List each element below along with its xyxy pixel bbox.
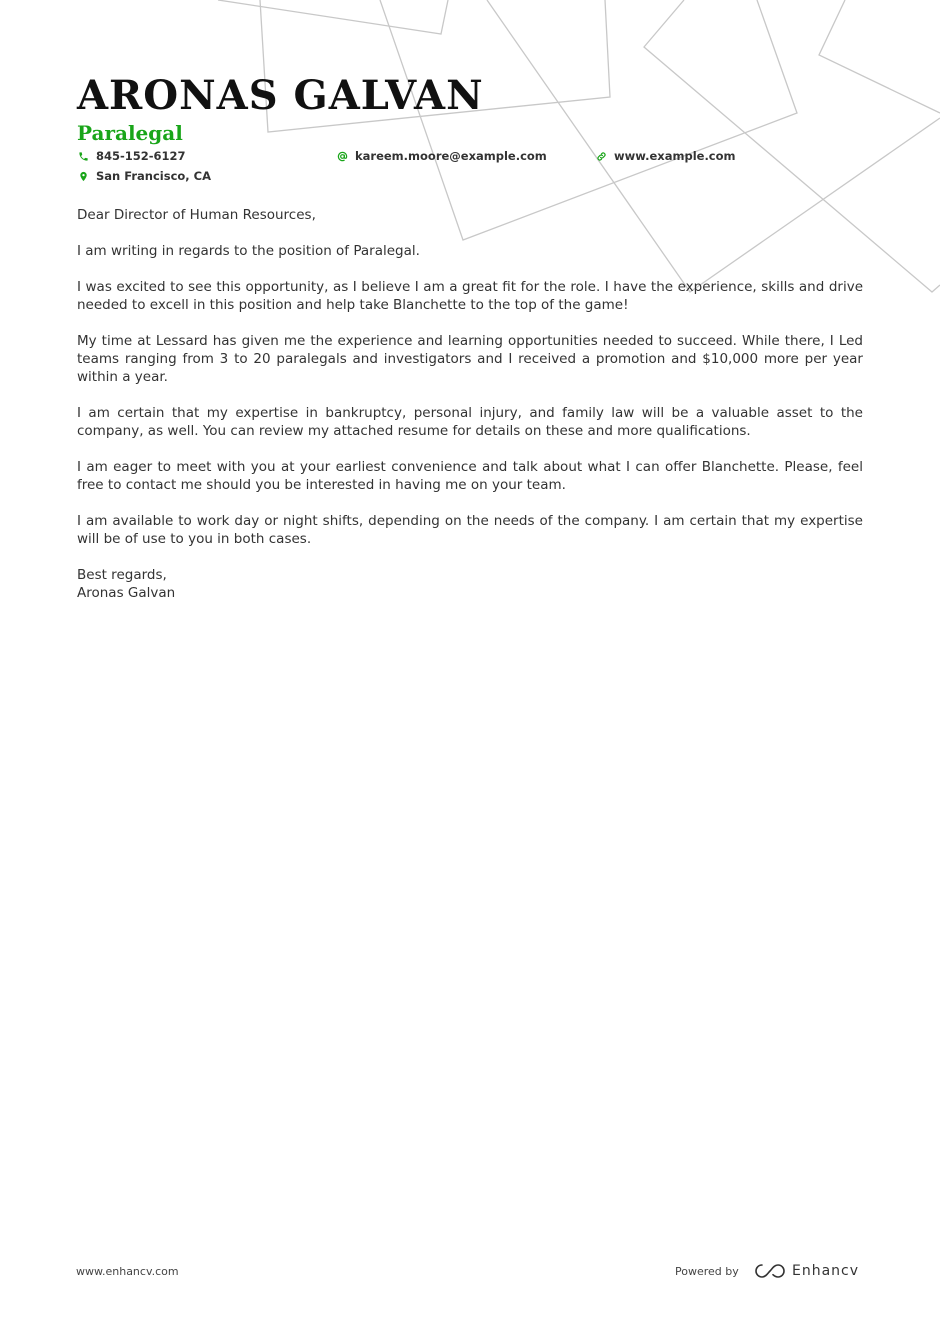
footer-site-link[interactable]: www.enhancv.com xyxy=(76,1265,179,1278)
header xyxy=(77,72,867,146)
signature: Aronas Galvan xyxy=(77,585,176,601)
location-text: San Francisco, CA xyxy=(96,169,212,183)
infinity-logo-icon xyxy=(754,1262,786,1280)
at-icon xyxy=(336,150,348,162)
website-link[interactable]: www.example.com xyxy=(614,149,736,163)
job-title: Paralegal xyxy=(77,121,183,145)
map-pin-icon xyxy=(77,170,89,182)
email-link[interactable]: kareem.moore@example.com xyxy=(355,149,547,163)
contact-phone xyxy=(77,149,186,163)
closing: Best regards, xyxy=(77,567,167,583)
paragraph: My time at Lessard has given me the experience and learning opportunities needed to succeed. While there, I Led teams ranging from 3 to 20 paralegals and investigators and I received a promotion and $10,000 more per year within a year. xyxy=(77,333,863,385)
link-icon xyxy=(595,150,607,162)
candidate-name: ARONAS GALVAN xyxy=(77,72,484,119)
paragraph: I am eager to meet with you at your earliest convenience and talk about what I can offer Blanchette. Please, feel free to contact me should you be interested in having me on your team. xyxy=(77,459,863,493)
paragraph: I was excited to see this opportunity, as I believe I am a great fit for the role. I have the experience, skills and drive needed to excell in this position and help take Blanchette to the top of the game! xyxy=(77,279,863,313)
paragraph: I am available to work day or night shifts, depending on the needs of the company. I am certain that my expertise will be of use to you in both cases. xyxy=(77,513,863,547)
brand-name: Enhancv xyxy=(792,1263,860,1279)
phone-text: 845-152-6127 xyxy=(96,149,186,163)
phone-icon xyxy=(77,150,89,162)
contact-website xyxy=(595,149,736,163)
letter-body xyxy=(77,206,863,602)
paragraph: I am writing in regards to the position of Paralegal. xyxy=(77,243,420,259)
paragraph: I am certain that my expertise in bankruptcy, personal injury, and family law will be a valuable asset to the company, as well. You can review my attached resume for details on these and more qualifications. xyxy=(77,405,863,439)
greeting: Dear Director of Human Resources, xyxy=(77,207,316,223)
enhancv-logo[interactable] xyxy=(754,1262,859,1280)
contact-location xyxy=(77,169,211,183)
bg-shape-1 xyxy=(218,0,448,34)
contact-email xyxy=(336,149,547,163)
powered-by-label: Powered by xyxy=(675,1265,739,1278)
